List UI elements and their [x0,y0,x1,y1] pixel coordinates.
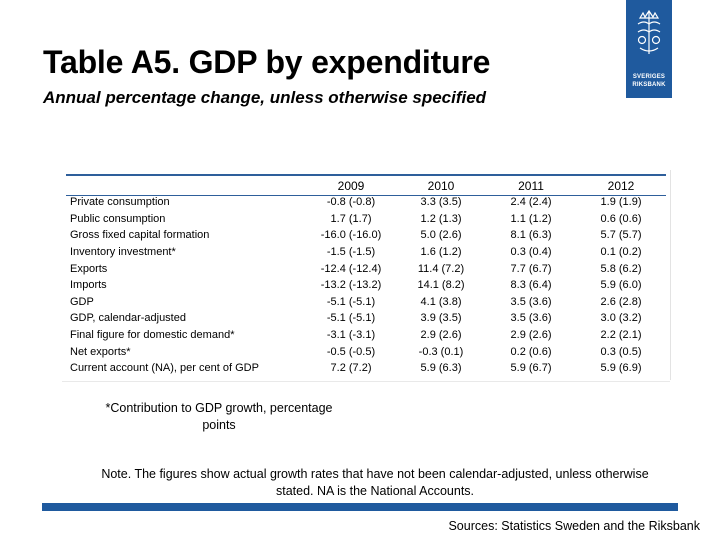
table-cell: 4.1 (3.8) [420,295,462,308]
column-header-2011: 2011 [518,179,544,193]
table-row [66,294,666,311]
table-cell: -5.1 (-5.1) [326,312,376,325]
table-cell: 7.2 (7.2) [330,362,372,375]
table-row [66,277,666,294]
table-cell: 11.4 (7.2) [417,262,465,275]
logo-line-1: SVERIGES [632,74,666,80]
table-cell: 8.1 (6.3) [510,229,552,242]
table-cell: 0.1 (0.2) [600,246,642,259]
table-cell: 7.7 (6.7) [510,262,552,275]
table-cell: -5.1 (-5.1) [326,295,376,308]
table-cell: -16.0 (-16.0) [320,229,382,242]
table-top-rule [66,174,666,176]
column-header-2012: 2012 [607,179,635,193]
table-cell: 14.1 (8.2) [417,279,465,292]
logo-line-2: RIKSBANK [632,82,666,88]
footnote: *Contribution to GDP growth, percentage points [105,401,333,432]
table-cell: 0.6 (0.6) [600,212,642,225]
row-label: Imports [70,279,107,292]
note-text: Note. The figures show actual growth rates that have not been calendar-adjusted, unless otherwise stated. NA is the National Accounts. [101,467,649,498]
gdp-table-panel [62,170,671,380]
table-row [66,360,666,377]
column-header-2010: 2010 [427,179,455,193]
table-cell: -0.3 (0.1) [418,345,464,358]
row-label: Inventory investment* [70,246,176,259]
row-label: Private consumption [70,196,170,209]
bottom-divider-bar [42,503,678,511]
table-cell: 3.5 (3.6) [510,312,552,325]
table-row [66,327,666,344]
row-label: Gross fixed capital formation [70,229,210,242]
row-label: GDP, calendar-adjusted [70,312,186,325]
table-row [66,244,666,261]
row-label: GDP [70,295,94,308]
table-cell: 2.9 (2.6) [420,329,462,342]
table-cell: 3.5 (3.6) [510,295,552,308]
table-cell: 5.9 (6.7) [510,362,552,375]
table-cell: 5.9 (6.9) [600,362,642,375]
table-row [66,227,666,244]
crown-emblem-icon [626,0,672,72]
table-cell: 3.9 (3.5) [420,312,462,325]
table-cell: 1.6 (1.2) [420,246,462,259]
row-label: Final figure for domestic demand* [70,329,235,342]
table-cell: 0.3 (0.4) [510,246,552,259]
table-cell: 0.3 (0.5) [600,345,642,358]
table-header-row [66,178,666,194]
table-cell: 3.3 (3.5) [420,196,462,209]
table-cell: -12.4 (-12.4) [320,262,382,275]
table-cell: 5.8 (6.2) [600,262,642,275]
table-cell: 5.0 (2.6) [420,229,462,242]
table-cell: 5.9 (6.3) [420,362,462,375]
table-body [66,194,666,377]
row-label: Current account (NA), per cent of GDP [70,362,259,375]
table-row [66,310,666,327]
table-cell: 5.9 (6.0) [600,279,642,292]
table-cell: 1.2 (1.3) [420,212,462,225]
table-cell: -13.2 (-13.2) [320,279,382,292]
table-row [66,260,666,277]
gdp-table [66,178,666,377]
row-label: Public consumption [70,212,166,225]
table-cell: 0.2 (0.6) [510,345,552,358]
row-label: Net exports* [70,345,131,358]
table-cell: 2.6 (2.8) [600,295,642,308]
table-cell: 2.9 (2.6) [510,329,552,342]
table-cell: 1.9 (1.9) [600,196,642,209]
table-cell: 1.1 (1.2) [510,212,552,225]
table-row [66,343,666,360]
table-cell: -0.5 (-0.5) [326,345,376,358]
table-cell: 3.0 (3.2) [600,312,642,325]
row-label: Exports [70,262,108,275]
table-cell: 2.2 (2.1) [600,329,642,342]
table-cell: 8.3 (6.4) [510,279,552,292]
table-cell: -0.8 (-0.8) [326,196,376,209]
sources-text: Sources: Statistics Sweden and the Riksbank [448,519,700,533]
table-cell: 5.7 (5.7) [600,229,642,242]
riksbank-logo [626,0,672,98]
table-cell: -1.5 (-1.5) [326,246,376,259]
table-cell: 2.4 (2.4) [510,196,552,209]
table-cell: -3.1 (-3.1) [326,329,376,342]
table-row [66,194,666,211]
page-title: Table A5. GDP by expenditure [43,44,491,80]
page-subtitle: Annual percentage change, unless otherwise specified [43,88,487,107]
column-header-2009: 2009 [337,179,365,193]
column-header [66,178,306,194]
table-cell: 1.7 (1.7) [330,212,372,225]
table-row [66,211,666,228]
